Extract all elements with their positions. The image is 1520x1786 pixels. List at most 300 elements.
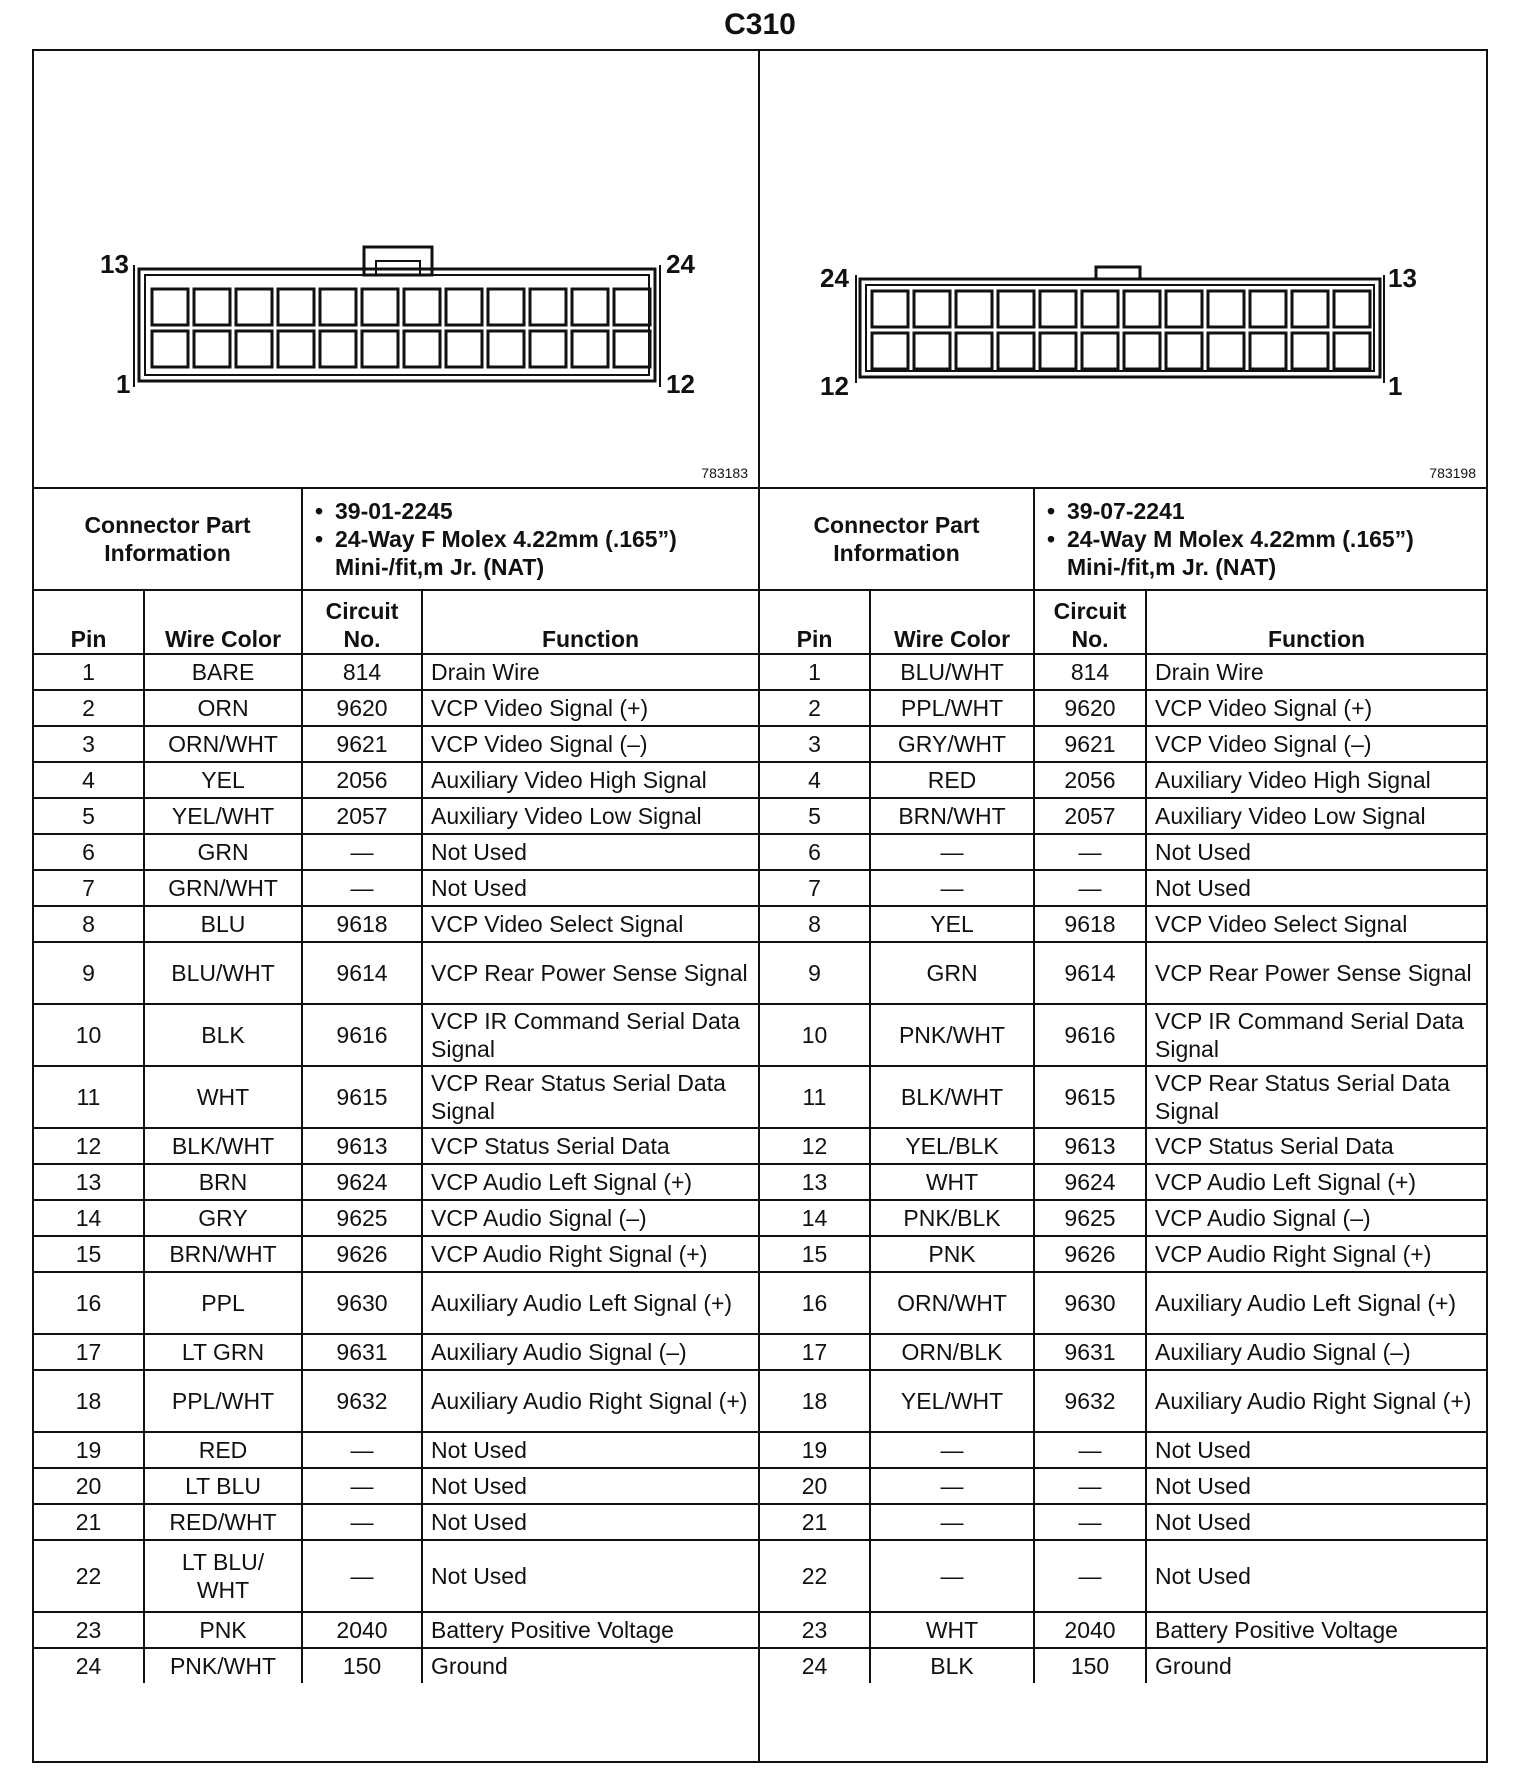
pinout-rows [34, 654, 758, 1683]
function-cell: Ground [1146, 1648, 1486, 1683]
connector-cavity [1082, 333, 1118, 369]
connector-cavity [872, 291, 908, 327]
table-row [34, 1540, 758, 1612]
connector-cavity [236, 289, 272, 325]
circuit-cell: 9631 [302, 1334, 422, 1370]
table-row [760, 654, 1486, 690]
pin-cell: 4 [34, 762, 144, 798]
wire-color-cell: BRN [144, 1164, 302, 1200]
connector-cavity [572, 331, 608, 367]
circuit-cell: — [302, 1504, 422, 1540]
wire-color-cell: ORN/WHT [870, 1272, 1034, 1334]
function-cell: VCP Video Signal (–) [1146, 726, 1486, 762]
wire-color-cell: BLK [144, 1004, 302, 1066]
connector-cavity [1334, 291, 1370, 327]
circuit-cell: 9613 [1034, 1128, 1146, 1164]
function-cell: Battery Positive Voltage [422, 1612, 758, 1648]
function-cell: Not Used [422, 1504, 758, 1540]
pin-cell: 11 [760, 1066, 870, 1128]
table-row [34, 726, 758, 762]
circuit-cell: 9618 [1034, 906, 1146, 942]
connector-cavity [320, 289, 356, 325]
col-circuit: Circuit No. [1034, 590, 1146, 654]
wire-color-cell: — [870, 834, 1034, 870]
circuit-cell: 150 [1034, 1648, 1146, 1683]
connector-face-drawing [34, 51, 760, 487]
col-function: Function [1146, 590, 1486, 654]
col-function: Function [422, 590, 758, 654]
table-row [760, 1200, 1486, 1236]
wire-color-cell: RED/WHT [144, 1504, 302, 1540]
wire-color-cell: — [870, 1540, 1034, 1612]
wire-color-cell: — [870, 1432, 1034, 1468]
circuit-cell: 814 [1034, 654, 1146, 690]
connector-cavity [1292, 291, 1328, 327]
wire-color-cell: GRN/WHT [144, 870, 302, 906]
connector-description: • 24-Way M Molex 4.22mm (.165”) Mini-/fit,m Jr. (NAT) [1067, 525, 1478, 581]
table-row [34, 870, 758, 906]
circuit-cell: 150 [302, 1648, 422, 1683]
connector-cavity [362, 331, 398, 367]
function-cell: Auxiliary Audio Right Signal (+) [1146, 1370, 1486, 1432]
pinout-rows [760, 654, 1486, 1683]
circuit-cell: 9630 [302, 1272, 422, 1334]
function-cell: Not Used [422, 1432, 758, 1468]
wire-color-cell: PPL/WHT [144, 1370, 302, 1432]
pin-cell: 18 [760, 1370, 870, 1432]
wire-color-cell: GRY/WHT [870, 726, 1034, 762]
connector-cavity [1250, 291, 1286, 327]
connector-cavity [1166, 333, 1202, 369]
wire-color-cell: LT BLU [144, 1468, 302, 1504]
pin-cell: 15 [34, 1236, 144, 1272]
function-cell: Not Used [1146, 870, 1486, 906]
pin-cell: 21 [34, 1504, 144, 1540]
table-row [760, 1334, 1486, 1370]
circuit-cell: 9632 [302, 1370, 422, 1432]
function-cell: VCP Audio Left Signal (+) [1146, 1164, 1486, 1200]
connector-cavity [488, 331, 524, 367]
circuit-cell: 9625 [1034, 1200, 1146, 1236]
function-cell: Drain Wire [1146, 654, 1486, 690]
table-row [760, 1468, 1486, 1504]
circuit-cell: 9614 [302, 942, 422, 1004]
function-cell: Auxiliary Video Low Signal [1146, 798, 1486, 834]
pin-label-top-left: 24 [820, 263, 849, 293]
pin-cell: 13 [34, 1164, 144, 1200]
function-cell: VCP Audio Signal (–) [422, 1200, 758, 1236]
function-cell: VCP Audio Right Signal (+) [1146, 1236, 1486, 1272]
diagram-part-number: 783183 [701, 465, 748, 481]
connector-cavity [446, 289, 482, 325]
wire-color-cell: ORN [144, 690, 302, 726]
circuit-cell: — [302, 1468, 422, 1504]
pin-label-top-left: 13 [100, 249, 129, 279]
wire-color-cell: BLK/WHT [870, 1066, 1034, 1128]
connector-cavity [914, 291, 950, 327]
circuit-cell: 814 [302, 654, 422, 690]
table-row [760, 1504, 1486, 1540]
wire-color-cell: WHT [144, 1066, 302, 1128]
connector-cavity [320, 331, 356, 367]
table-row [34, 1128, 758, 1164]
function-cell: VCP Audio Right Signal (+) [422, 1236, 758, 1272]
table-row [34, 942, 758, 1004]
table-row [760, 1648, 1486, 1683]
pin-cell: 5 [34, 798, 144, 834]
table-row [760, 1432, 1486, 1468]
pin-cell: 20 [760, 1468, 870, 1504]
pin-cell: 24 [760, 1648, 870, 1683]
male-connector-panel [760, 51, 1486, 1761]
wire-color-cell: — [870, 1504, 1034, 1540]
pin-cell: 1 [760, 654, 870, 690]
function-cell: Not Used [1146, 834, 1486, 870]
connector-cavity [614, 289, 650, 325]
function-cell: Not Used [1146, 1468, 1486, 1504]
connector-diagram [760, 51, 1486, 489]
circuit-cell: 9624 [302, 1164, 422, 1200]
function-cell: Not Used [422, 870, 758, 906]
function-cell: VCP Video Select Signal [1146, 906, 1486, 942]
function-cell: Auxiliary Audio Left Signal (+) [422, 1272, 758, 1334]
wire-color-cell: PNK/BLK [870, 1200, 1034, 1236]
connector-cavity [956, 291, 992, 327]
pin-cell: 7 [760, 870, 870, 906]
wire-color-cell: BRN/WHT [870, 798, 1034, 834]
connector-cavity [572, 289, 608, 325]
wire-color-cell: — [870, 1468, 1034, 1504]
circuit-cell: 9632 [1034, 1370, 1146, 1432]
wire-color-cell: GRY [144, 1200, 302, 1236]
function-cell: Not Used [1146, 1432, 1486, 1468]
wire-color-cell: WHT [870, 1164, 1034, 1200]
connector-cavity [1208, 333, 1244, 369]
circuit-cell: 9626 [1034, 1236, 1146, 1272]
circuit-cell: — [1034, 1468, 1146, 1504]
circuit-cell: — [1034, 1504, 1146, 1540]
table-row [760, 906, 1486, 942]
wire-color-cell: BRN/WHT [144, 1236, 302, 1272]
pin-cell: 14 [760, 1200, 870, 1236]
pin-cell: 17 [34, 1334, 144, 1370]
table-row [34, 1370, 758, 1432]
pin-label-top-right: 24 [666, 249, 695, 279]
function-cell: Not Used [422, 1468, 758, 1504]
wire-color-cell: PPL [144, 1272, 302, 1334]
connector-cavity [1040, 333, 1076, 369]
connector-cavity [404, 289, 440, 325]
connector-cavity [362, 289, 398, 325]
pin-cell: 3 [760, 726, 870, 762]
wire-color-cell: BLK [870, 1648, 1034, 1683]
function-cell: Auxiliary Audio Signal (–) [1146, 1334, 1486, 1370]
function-cell: Auxiliary Video Low Signal [422, 798, 758, 834]
col-pin: Pin [34, 590, 144, 654]
pin-cell: 1 [34, 654, 144, 690]
circuit-cell: 9624 [1034, 1164, 1146, 1200]
pin-label-bottom-right: 1 [1388, 371, 1403, 401]
wire-color-cell: PNK/WHT [144, 1648, 302, 1683]
wire-color-cell: ORN/WHT [144, 726, 302, 762]
connector-info [302, 489, 758, 590]
wire-color-cell: PPL/WHT [870, 690, 1034, 726]
connector-info-label: Connector Part Information [760, 489, 1034, 590]
connector-cavity [530, 289, 566, 325]
table-row [34, 1432, 758, 1468]
function-cell: VCP IR Command Serial Data Signal [1146, 1004, 1486, 1066]
col-pin: Pin [760, 590, 870, 654]
pin-cell: 13 [760, 1164, 870, 1200]
table-row [760, 1540, 1486, 1612]
wire-color-cell: YEL/WHT [870, 1370, 1034, 1432]
pin-cell: 12 [34, 1128, 144, 1164]
wire-color-cell: BLU/WHT [144, 942, 302, 1004]
circuit-cell: 9626 [302, 1236, 422, 1272]
function-cell: Battery Positive Voltage [1146, 1612, 1486, 1648]
table-row [760, 1272, 1486, 1334]
table-row [34, 834, 758, 870]
function-cell: Auxiliary Audio Signal (–) [422, 1334, 758, 1370]
function-cell: Ground [422, 1648, 758, 1683]
pin-cell: 17 [760, 1334, 870, 1370]
circuit-cell: 2040 [1034, 1612, 1146, 1648]
table-row [760, 1370, 1486, 1432]
wire-color-cell: PNK/WHT [870, 1004, 1034, 1066]
pin-cell: 2 [760, 690, 870, 726]
function-cell: VCP Rear Status Serial Data Signal [422, 1066, 758, 1128]
table-row [34, 690, 758, 726]
table-row [760, 1066, 1486, 1128]
circuit-cell: 2057 [1034, 798, 1146, 834]
circuit-cell: 9630 [1034, 1272, 1146, 1334]
pin-cell: 22 [34, 1540, 144, 1612]
function-cell: VCP Rear Power Sense Signal [1146, 942, 1486, 1004]
table-row [760, 942, 1486, 1004]
wire-color-cell: GRN [144, 834, 302, 870]
circuit-cell: 9615 [1034, 1066, 1146, 1128]
pin-cell: 16 [34, 1272, 144, 1334]
pin-cell: 4 [760, 762, 870, 798]
table-row [760, 1612, 1486, 1648]
wire-color-cell: YEL/WHT [144, 798, 302, 834]
connector-cavity [1208, 291, 1244, 327]
connector-face-drawing [760, 51, 1486, 487]
pin-cell: 23 [760, 1612, 870, 1648]
function-cell: VCP Video Signal (+) [422, 690, 758, 726]
connector-cavity [1040, 291, 1076, 327]
circuit-cell: 9621 [302, 726, 422, 762]
function-cell: VCP Status Serial Data [1146, 1128, 1486, 1164]
circuit-cell: 2057 [302, 798, 422, 834]
function-cell: Not Used [1146, 1504, 1486, 1540]
function-cell: Drain Wire [422, 654, 758, 690]
connector-cavity [152, 289, 188, 325]
pin-label-bottom-right: 12 [666, 369, 695, 399]
pin-label-bottom-left: 1 [116, 369, 131, 399]
table-row [34, 762, 758, 798]
connector-cavity [998, 333, 1034, 369]
connector-cavity [278, 289, 314, 325]
table-row [34, 1004, 758, 1066]
table-row [760, 1164, 1486, 1200]
circuit-cell: — [302, 1432, 422, 1468]
connector-part-number: • 39-07-2241 [1067, 497, 1478, 525]
table-row [34, 906, 758, 942]
pin-cell: 5 [760, 798, 870, 834]
function-cell: Auxiliary Audio Left Signal (+) [1146, 1272, 1486, 1334]
connector-cavity [488, 289, 524, 325]
circuit-cell: 9614 [1034, 942, 1146, 1004]
wire-color-cell: ORN/BLK [870, 1334, 1034, 1370]
diagram-part-number: 783198 [1429, 465, 1476, 481]
wire-color-cell: RED [144, 1432, 302, 1468]
pin-cell: 23 [34, 1612, 144, 1648]
circuit-cell: 9620 [1034, 690, 1146, 726]
pinout-table [760, 489, 1486, 1683]
circuit-cell: 2040 [302, 1612, 422, 1648]
circuit-cell: 9625 [302, 1200, 422, 1236]
table-row [34, 1504, 758, 1540]
connector-cavity [1250, 333, 1286, 369]
connector-cavity [1292, 333, 1328, 369]
table-row [34, 1272, 758, 1334]
function-cell: VCP IR Command Serial Data Signal [422, 1004, 758, 1066]
pin-cell: 9 [760, 942, 870, 1004]
wire-color-cell: PNK [870, 1236, 1034, 1272]
pin-cell: 24 [34, 1648, 144, 1683]
connector-cavity [278, 331, 314, 367]
connector-cavity [404, 331, 440, 367]
pin-cell: 3 [34, 726, 144, 762]
circuit-cell: 9616 [302, 1004, 422, 1066]
pin-cell: 22 [760, 1540, 870, 1612]
wire-color-cell: YEL [144, 762, 302, 798]
circuit-cell: 9631 [1034, 1334, 1146, 1370]
wire-color-cell: LT GRN [144, 1334, 302, 1370]
table-row [760, 762, 1486, 798]
circuit-cell: 9616 [1034, 1004, 1146, 1066]
pin-cell: 20 [34, 1468, 144, 1504]
wire-color-cell: YEL [870, 906, 1034, 942]
pin-cell: 19 [34, 1432, 144, 1468]
function-cell: Not Used [1146, 1540, 1486, 1612]
circuit-cell: 9621 [1034, 726, 1146, 762]
table-row [34, 654, 758, 690]
circuit-cell: 9620 [302, 690, 422, 726]
connector-cavity [152, 331, 188, 367]
pin-cell: 8 [34, 906, 144, 942]
pin-cell: 10 [34, 1004, 144, 1066]
function-cell: VCP Video Signal (+) [1146, 690, 1486, 726]
pin-cell: 12 [760, 1128, 870, 1164]
wire-color-cell: WHT [870, 1612, 1034, 1648]
table-row [760, 870, 1486, 906]
wire-color-cell: BLU/WHT [870, 654, 1034, 690]
connector-cavity [614, 331, 650, 367]
wire-color-cell: BLU [144, 906, 302, 942]
wire-color-cell: YEL/BLK [870, 1128, 1034, 1164]
function-cell: Auxiliary Audio Right Signal (+) [422, 1370, 758, 1432]
circuit-cell: 9618 [302, 906, 422, 942]
function-cell: VCP Video Select Signal [422, 906, 758, 942]
wire-color-cell: LT BLU/ WHT [144, 1540, 302, 1612]
connector-info [1034, 489, 1486, 590]
connector-cavity [194, 289, 230, 325]
function-cell: Auxiliary Video High Signal [422, 762, 758, 798]
connector-diagram [34, 51, 758, 489]
pin-cell: 15 [760, 1236, 870, 1272]
connector-cavity [530, 331, 566, 367]
connector-cavity [872, 333, 908, 369]
female-connector-panel [34, 51, 760, 1761]
connector-cavity [1334, 333, 1370, 369]
connector-sheet [32, 49, 1488, 1763]
connector-cavity [1082, 291, 1118, 327]
pin-cell: 6 [760, 834, 870, 870]
pinout-table [34, 489, 758, 1683]
pin-cell: 11 [34, 1066, 144, 1128]
circuit-cell: 2056 [1034, 762, 1146, 798]
col-wire-color: Wire Color [870, 590, 1034, 654]
connector-cavity [194, 331, 230, 367]
table-row [34, 1648, 758, 1683]
function-cell: VCP Video Signal (–) [422, 726, 758, 762]
pin-cell: 19 [760, 1432, 870, 1468]
table-row [34, 1612, 758, 1648]
circuit-cell: — [302, 1540, 422, 1612]
pin-cell: 18 [34, 1370, 144, 1432]
table-row [760, 1236, 1486, 1272]
table-row [760, 726, 1486, 762]
function-cell: Auxiliary Video High Signal [1146, 762, 1486, 798]
page-title: C310 [724, 8, 796, 41]
pin-cell: 2 [34, 690, 144, 726]
pin-cell: 6 [34, 834, 144, 870]
function-cell: Not Used [422, 834, 758, 870]
pin-cell: 9 [34, 942, 144, 1004]
circuit-cell: — [1034, 1540, 1146, 1612]
wire-color-cell: RED [870, 762, 1034, 798]
wire-color-cell: BARE [144, 654, 302, 690]
wire-color-cell: — [870, 870, 1034, 906]
connector-part-number: • 39-01-2245 [335, 497, 750, 525]
pin-label-top-right: 13 [1388, 263, 1417, 293]
table-row [760, 834, 1486, 870]
circuit-cell: — [1034, 870, 1146, 906]
pin-cell: 8 [760, 906, 870, 942]
function-cell: VCP Rear Status Serial Data Signal [1146, 1066, 1486, 1128]
table-row [760, 690, 1486, 726]
table-row [34, 1468, 758, 1504]
table-row [34, 1236, 758, 1272]
circuit-cell: — [302, 834, 422, 870]
connector-cavity [446, 331, 482, 367]
table-row [34, 1164, 758, 1200]
circuit-cell: — [1034, 834, 1146, 870]
connector-cavity [1166, 291, 1202, 327]
connector-info-label: Connector Part Information [34, 489, 302, 590]
table-row [34, 1066, 758, 1128]
circuit-cell: 9613 [302, 1128, 422, 1164]
pin-cell: 21 [760, 1504, 870, 1540]
wire-color-cell: PNK [144, 1612, 302, 1648]
connector-cavity [1124, 333, 1160, 369]
circuit-cell: 2056 [302, 762, 422, 798]
function-cell: Not Used [422, 1540, 758, 1612]
table-row [760, 798, 1486, 834]
function-cell: VCP Audio Signal (–) [1146, 1200, 1486, 1236]
